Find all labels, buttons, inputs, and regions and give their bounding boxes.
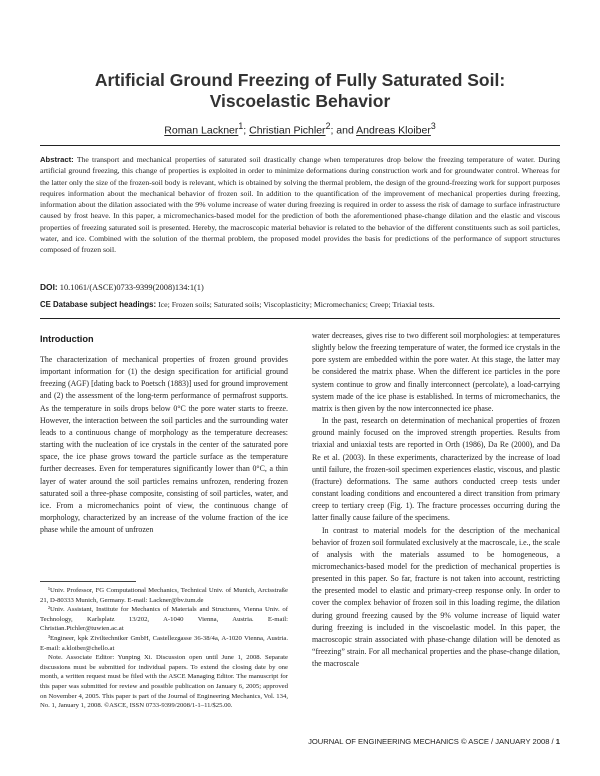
title-line-1: Artificial Ground Freezing of Fully Saturated Soil: xyxy=(94,70,506,90)
body-paragraph: water decreases, gives rise to two different soil morphologies: at temperatures slightly below the freezing temperature of water, the formed ice crystals in the pore system are embedded within the pore water. At this stage, the latter may be considered the matrix phase. When the different ice particles in the pore system continue to grow and finally interconnect (percolate), a load-carrying system made of the ice phase is established. In terms of micromechanics, the matrix is then given by the now interconnected ice phase. xyxy=(312,331,560,413)
section-heading-introduction: Introduction xyxy=(40,334,94,344)
footnote-divider xyxy=(40,581,136,582)
header-divider xyxy=(40,145,560,146)
right-column xyxy=(312,330,560,670)
abstract-divider xyxy=(40,318,560,319)
doi-label: DOI: xyxy=(40,282,58,292)
body-paragraph: In contrast to material models for the description of the mechanical behavior of frozen soil formulated exclusively at the macroscale, i.e., the scale of analysis with the materials assumed to be homogeneous, a micromechanics-based model for the prediction of mechanical properties is presented in this paper. So far, fracture is not taken into account, restricting the presented model to elastic and primary-creep response only. In order to cover the complex behavior of frozen soil in this loading regime, the dilation during ground freezing caused by the 9% volume increase of liquid water during freezing is included in the viscoelastic model. In this paper, the macroscopic strain associated with phase-change dilation will be denoted as “freezing” strain. For all mechanical properties and the phase-change dilation, the macroscale xyxy=(312,525,560,669)
author-list xyxy=(40,121,560,137)
paper-title xyxy=(40,70,560,112)
left-column xyxy=(40,354,288,536)
body-paragraph: In the past, research on determination of mechanical properties of frozen ground mainly focused on the improved strength properties. Results from triaxial and uniaxial tests are reported in Orth (1986), Da Re (2000), and Da Re et al. (2003). In these experiments, characterized by the increase of load until failure, the frozen-soil specimen experiences elastic, viscous, and plastic (fracture) deformations. The same authors conducted creep tests under constant loading conditions and encountered a direct transition from primary creep to tertiary creep (Fig. 1). The fracture processes occurring during the latter finally cause failure of the specimens. xyxy=(312,416,560,523)
doi-line xyxy=(40,282,204,292)
footnote: Note. Associate Editor: Yunping Xi. Discussion open until June 1, 2008. Separate discussions must be submitted for individual papers. To extend the closing date by one month, a written request must be filed with the ASCE Managing Editor. The manuscript for this paper was submitted for review and possible publication on January 6, 2005; approved on November 4, 2005. This paper is part of the Journal of Engineering Mechanics, Vol. 134, No. 1, January 1, 2008. ©ASCE, ISSN 0733-9399/2008/1-1–11/$25.00. xyxy=(40,654,288,710)
title-line-2: Viscoelastic Behavior xyxy=(209,91,391,111)
author-affiliation-mark: 3 xyxy=(430,121,436,131)
author-name[interactable]: Andreas Kloiber xyxy=(356,124,431,137)
author-name[interactable]: Roman Lackner xyxy=(164,124,239,137)
footnotes xyxy=(40,586,288,711)
footnote: ¹Univ. Professor, FG Computational Mechanics, Technical Univ. of Munich, Arcisstraße 21, D-80333 Munich, Germany. E-mail: Lackner@bv.tum.de xyxy=(40,587,288,604)
body-paragraph: The characterization of mechanical properties of frozen ground provides important information for (1) the design specification for artificial ground freezing (AGF) [dating back to Poetsch (1883)] used for ground improvement and (2) the assessment of the long-term performance of permafrost supports. As the temperature in soils drops below 0°C the pore water starts to freeze. However, the interaction between the soil particles and the surrounding water leads to a continuous change of morphology as the temperature decreases: starting with the nucleation of ice crystals in the center of the saturated pore space, the ice phase grows toward the particle surface as the temperature further decreases. Even for temperatures significantly lower than 0°C, a thin layer of water around the soil particles remains unfrozen, rendering frozen saturated soil a three-phase composite, consisting of soil particles, water, and ice. From a micromechanics point of view, the continuous change of morphology, characterized by an increase of the volume fraction of the ice phase while the amount of unfrozen xyxy=(40,355,288,535)
author-affiliation-mark: 1 xyxy=(238,121,244,131)
subject-headings xyxy=(40,300,560,309)
author-name[interactable]: Christian Pichler xyxy=(249,124,326,137)
footnote: ²Univ. Assistant, Institute for Mechanics of Materials and Structures, Vienna Univ. of Technology, Karlsplatz 13/202, A-1040 Vienna, Austria. E-mail: Christian.Pichler@tuwien.ac.at xyxy=(40,606,288,633)
doi-value[interactable]: 10.1061/(ASCE)0733-9399(2008)134:1(1) xyxy=(59,283,204,292)
abstract-text: The transport and mechanical properties of saturated soil drastically change when temperatures drop below the freezing temperature of water. During artificial ground freezing, this change of properties is exploited in order to minimize deformations during construction work and for groundwater control. Whereas for the latter only the size of the frozen-soil body is relevant, which is obtained by solving the thermal problem, the design of the ground-freezing work for support purposes requires information about the mechanical behavior of frozen soil. In addition to the quantification of the improvement of mechanical properties during freezing, information about the dilation associated with the 9% volume increase of water during freezing is required in order to assess the risk of damage to surface infrastructure caused by frost heave. In this paper, a micromechanics-based model for the prediction of both the aforementioned phase-change dilation and the elastic and viscous properties of freezing saturated soil is presented. Hereby, the macroscopic material behavior is related to the behavior of the different constituents such as soil particles, water, and ice. Combined with the solution of the thermal problem, the proposed model provides the basis for predictions of the performance of support structures composed of frozen soil. xyxy=(40,155,560,254)
author-separator: ; xyxy=(243,124,250,137)
page-footer xyxy=(308,737,560,746)
abstract-label: Abstract: xyxy=(40,155,74,164)
author-affiliation-mark: 2 xyxy=(325,121,331,131)
author-separator: ; and xyxy=(330,124,357,137)
footnote: ³Engineer, kpk Ziviltechniker GmbH, Castellezgasse 36-38/4a, A-1020 Vienna, Austria. E-mail: a.kloiber@chello.at xyxy=(40,634,288,652)
page-number: 1 xyxy=(555,737,560,746)
footer-journal: JOURNAL OF ENGINEERING MECHANICS © ASCE / JANUARY 2008 / xyxy=(308,737,554,746)
subject-headings-text: Ice; Frozen soils; Saturated soils; Viscoplasticity; Micromechanics; Creep; Triaxial tests. xyxy=(158,300,435,309)
abstract xyxy=(40,154,560,255)
subject-headings-label: CE Database subject headings: xyxy=(40,300,157,309)
